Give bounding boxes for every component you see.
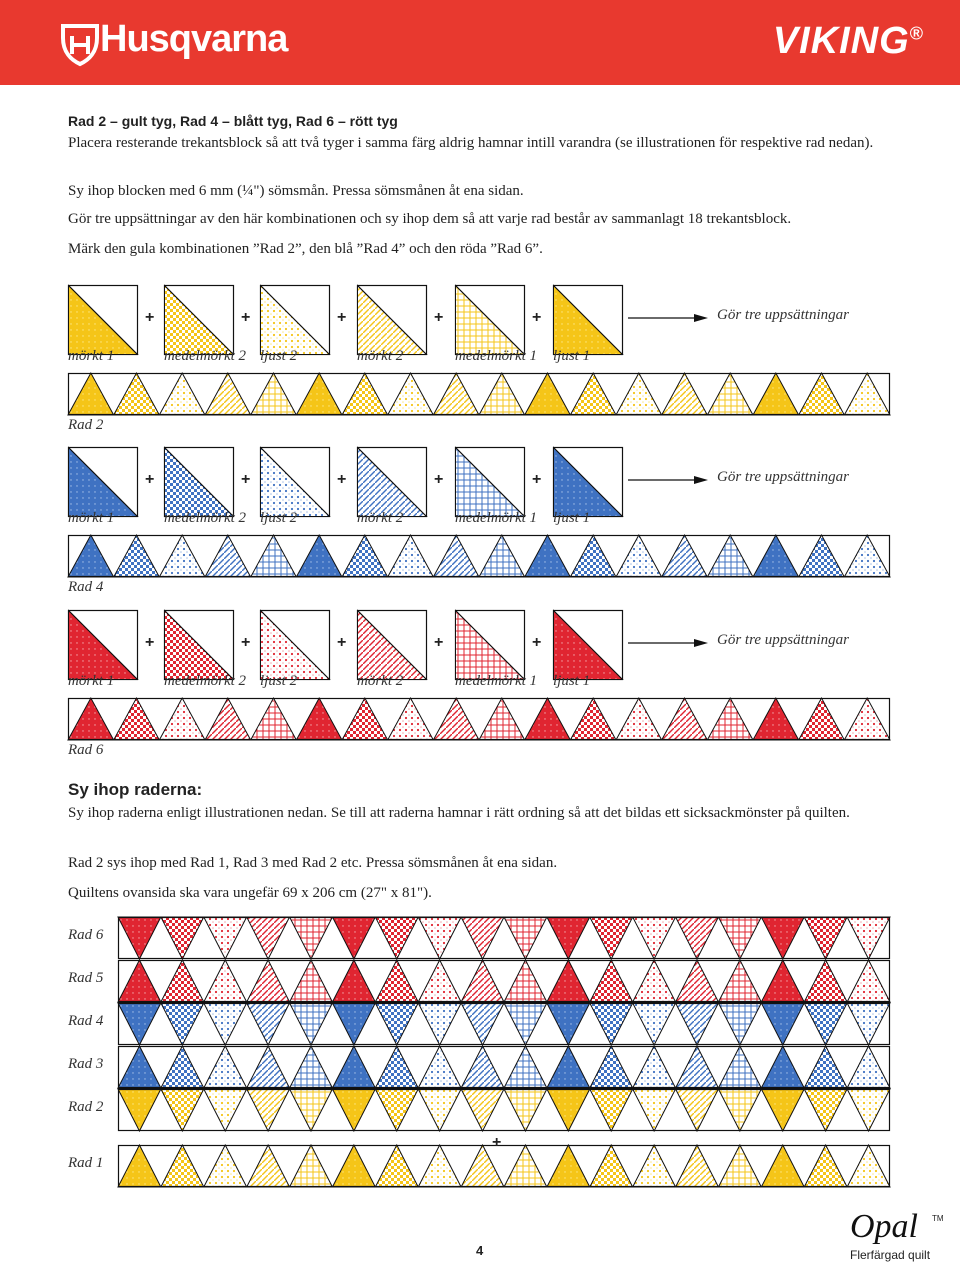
plus-sign: + <box>337 634 347 651</box>
husqvarna-crown-icon <box>55 18 105 68</box>
row-label: Rad 6 <box>68 742 104 758</box>
block-label: mörkt 2 <box>357 510 404 526</box>
triangle-block <box>164 447 234 517</box>
block-label: mörkt 2 <box>357 348 404 364</box>
block-label: medelmörkt 2 <box>164 673 247 689</box>
assembly-row <box>118 1003 890 1045</box>
plus-sign: + <box>145 309 155 326</box>
triangle-block <box>553 610 623 680</box>
trademark: TM <box>932 1214 944 1223</box>
plus-sign: + <box>434 471 444 488</box>
assembly-row-label: Rad 2 <box>68 1099 104 1115</box>
plus-sign: + <box>434 309 444 326</box>
assembly-row <box>118 1089 890 1131</box>
row-strip <box>68 698 890 740</box>
repeat-instruction: Gör tre uppsättningar <box>717 469 849 485</box>
block-label: mörkt 1 <box>68 348 115 364</box>
triangle-block <box>553 447 623 517</box>
repeat-instruction: Gör tre uppsättningar <box>717 307 849 323</box>
block-label: medelmörkt 1 <box>455 348 538 364</box>
triangle-block <box>455 447 525 517</box>
triangle-block <box>455 285 525 355</box>
plus-sign: + <box>145 634 155 651</box>
registered-mark: ® <box>909 23 924 44</box>
assembly-paragraph-3: Quiltens ovansida ska vara ungefär 69 x 206 cm (27" x 81"). <box>68 885 432 901</box>
row-strip <box>68 535 890 577</box>
assembly-heading: Sy ihop raderna: <box>68 780 203 799</box>
intro-paragraph-3: Gör tre uppsättningar av den här kombinationen och sy ihop dem så att varje rad består av sammanlagt 18 trekantsblock. <box>68 211 792 227</box>
triangle-block <box>455 610 525 680</box>
header-bar <box>0 0 960 85</box>
assembly-row <box>118 1145 890 1187</box>
triangle-block <box>164 285 234 355</box>
assembly-row <box>118 917 890 959</box>
triangle-block <box>68 447 138 517</box>
assembly-paragraph-2: Rad 2 sys ihop med Rad 1, Rad 3 med Rad 2 etc. Pressa sömsmånen åt ena sidan. <box>68 855 558 871</box>
plus-sign: + <box>241 634 251 651</box>
triangle-block <box>68 610 138 680</box>
brand-name: Husqvarna <box>100 18 288 60</box>
assembly-row-label: Rad 3 <box>68 1056 104 1072</box>
plus-sign: + <box>337 309 347 326</box>
row-label: Rad 4 <box>68 579 104 595</box>
assembly-plus: + <box>492 1134 502 1151</box>
intro-paragraph-1: Placera resterande trekantsblock så att två tyger i samma färg aldrig hamnar intill varandra (se illustrationen för respektive rad nedan). <box>68 135 874 151</box>
plus-sign: + <box>532 309 542 326</box>
triangle-block <box>68 285 138 355</box>
plus-sign: + <box>434 634 444 651</box>
block-label: ljust 1 <box>553 510 591 526</box>
plus-sign: + <box>145 471 155 488</box>
block-label: ljust 2 <box>260 348 298 364</box>
triangle-block <box>357 610 427 680</box>
triangle-block <box>553 285 623 355</box>
assembly-row <box>118 960 890 1002</box>
arrow-icon <box>628 475 708 485</box>
assembly-row-label: Rad 6 <box>68 927 104 943</box>
arrow-icon <box>628 638 708 648</box>
page-number: 4 <box>476 1243 484 1258</box>
intro-heading: Rad 2 – gult tyg, Rad 4 – blått tyg, Rad 6 – rött tyg <box>68 113 398 129</box>
assembly-row <box>118 1046 890 1088</box>
plus-sign: + <box>337 471 347 488</box>
triangle-block <box>260 285 330 355</box>
triangle-block <box>260 610 330 680</box>
block-label: mörkt 2 <box>357 673 404 689</box>
plus-sign: + <box>241 309 251 326</box>
triangle-block <box>164 610 234 680</box>
assembly-row-label: Rad 4 <box>68 1013 104 1029</box>
repeat-instruction: Gör tre uppsättningar <box>717 632 849 648</box>
triangle-block <box>357 285 427 355</box>
row-strip <box>68 373 890 415</box>
triangle-block <box>357 447 427 517</box>
block-label: ljust 2 <box>260 673 298 689</box>
block-label: ljust 1 <box>553 673 591 689</box>
block-label: mörkt 1 <box>68 510 115 526</box>
block-label: medelmörkt 2 <box>164 348 247 364</box>
assembly-row-label: Rad 5 <box>68 970 104 986</box>
brand-viking: VIKING® <box>772 20 924 62</box>
row-label: Rad 2 <box>68 417 104 433</box>
block-label: ljust 1 <box>553 348 591 364</box>
opal-logo: Opal <box>850 1208 918 1245</box>
block-label: medelmörkt 1 <box>455 673 538 689</box>
block-label: medelmörkt 1 <box>455 510 538 526</box>
plus-sign: + <box>532 634 542 651</box>
assembly-row-label: Rad 1 <box>68 1155 104 1171</box>
plus-sign: + <box>532 471 542 488</box>
triangle-block <box>260 447 330 517</box>
footer-title: Flerfärgad quilt <box>850 1248 931 1262</box>
arrow-icon <box>628 313 708 323</box>
intro-paragraph-4: Märk den gula kombinationen ”Rad 2”, den blå ”Rad 4” och den röda ”Rad 6”. <box>68 241 543 257</box>
block-label: mörkt 1 <box>68 673 115 689</box>
block-label: medelmörkt 2 <box>164 510 247 526</box>
block-label: ljust 2 <box>260 510 298 526</box>
plus-sign: + <box>241 471 251 488</box>
intro-paragraph-2: Sy ihop blocken med 6 mm (¼") sömsmån. Pressa sömsmånen åt ena sidan. <box>68 183 524 199</box>
assembly-paragraph-1: Sy ihop raderna enligt illustrationen nedan. Se till att raderna hamnar i rätt ordning så att det bildas ett sicksackmönster på quilten. <box>68 805 850 821</box>
